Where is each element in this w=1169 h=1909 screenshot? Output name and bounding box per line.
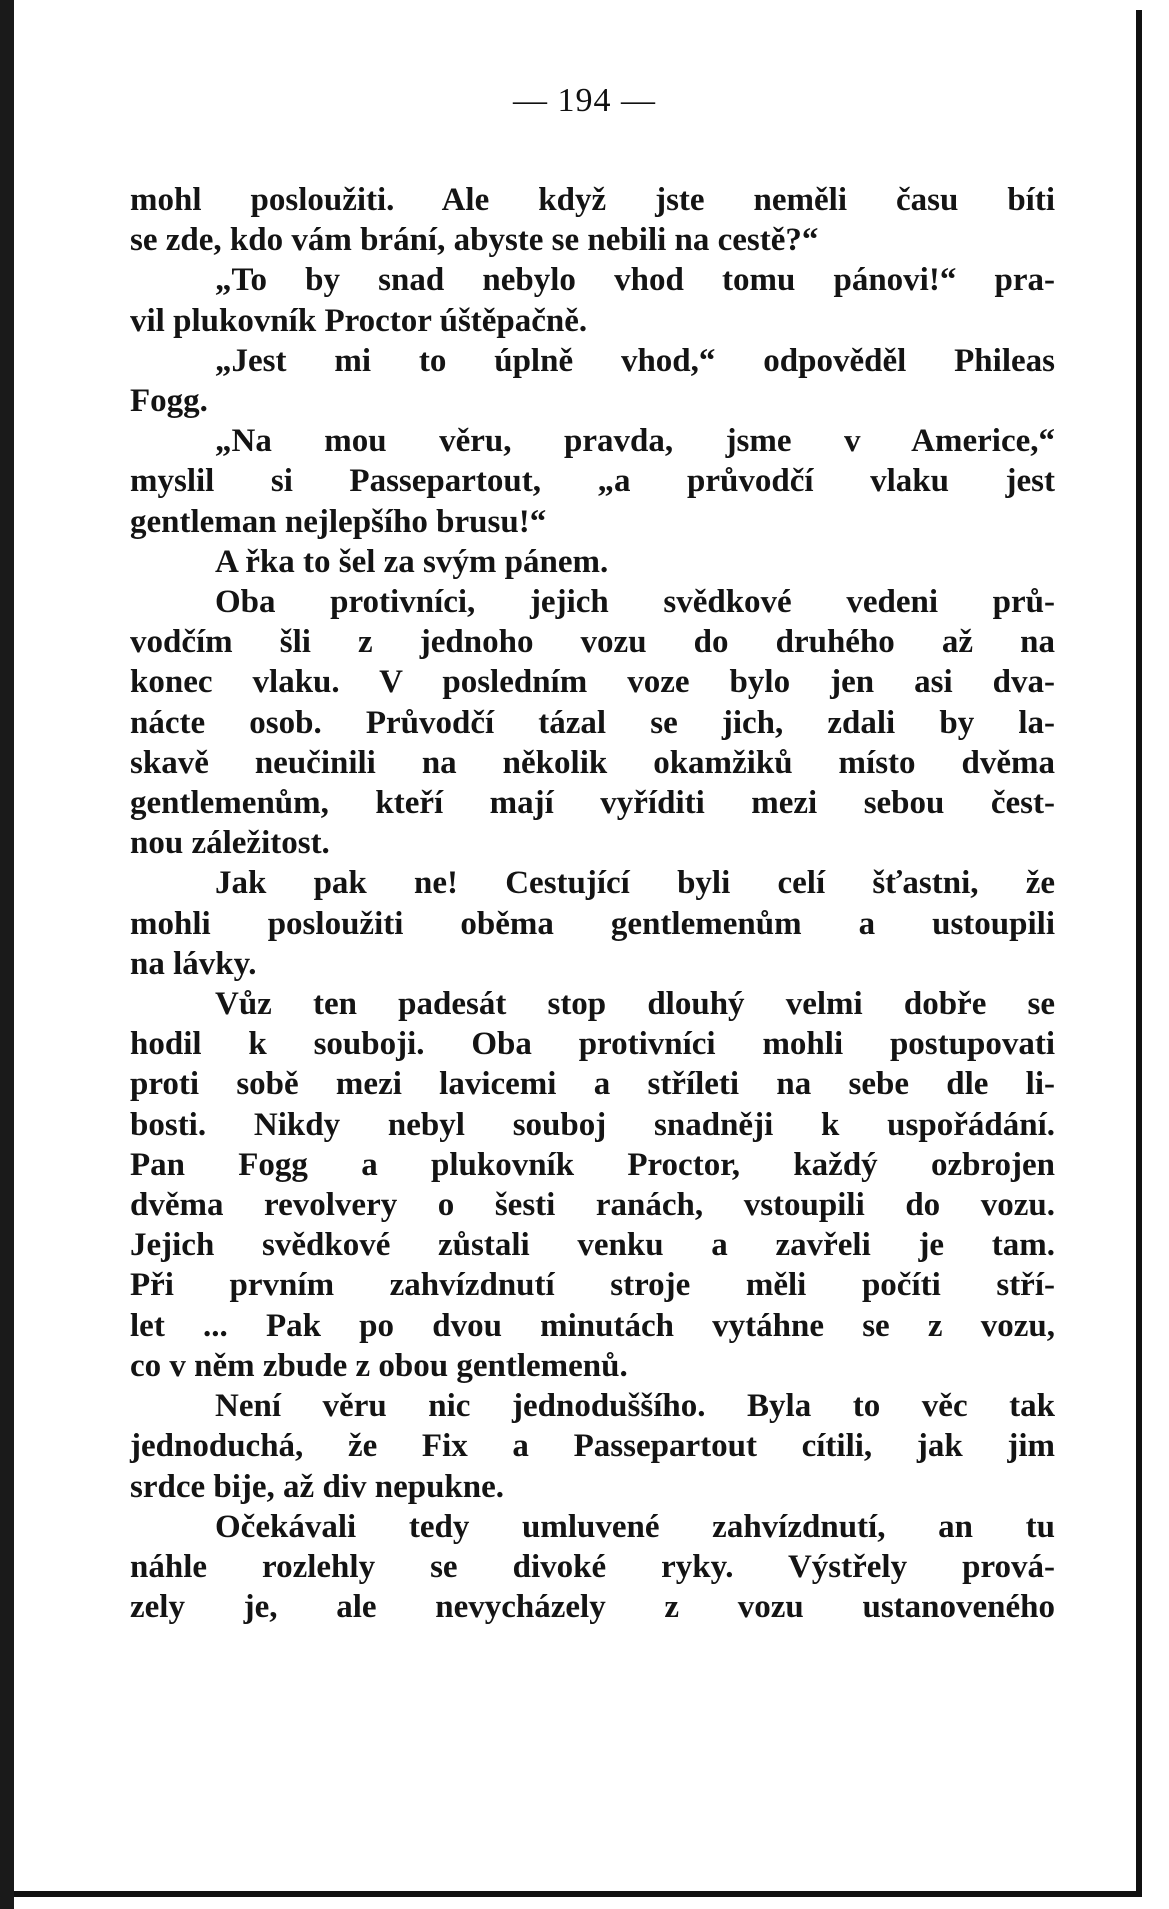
text-line: myslil si Passepartout, „a průvodčí vlaku jest bbox=[130, 463, 1055, 500]
text-line: nácte osob. Průvodčí tázal se jich, zdali by la- bbox=[130, 704, 1055, 741]
page-number: — 194 — bbox=[513, 82, 656, 119]
text-line: konec vlaku. V posledním voze bylo jen asi dva- bbox=[130, 664, 1055, 701]
text-line: let ... Pak po dvou minutách vytáhne se z vozu, bbox=[130, 1307, 1055, 1344]
text-line: A řka to šel za svým pánem. bbox=[215, 543, 609, 580]
text-line: gentlemenům, kteří mají vyříditi mezi sebou čest- bbox=[130, 785, 1055, 822]
text-line: Jejich svědkové zůstali venku a zavřeli je tam. bbox=[130, 1227, 1055, 1264]
text-line: Oba protivníci, jejich svědkové vedeni prů- bbox=[215, 584, 1055, 621]
text-line: mohli posloužiti oběma gentlemenům a ustoupili bbox=[130, 905, 1055, 942]
text-line: srdce bije, až div nepukne. bbox=[130, 1468, 505, 1505]
text-line: Není věru nic jednoduššího. Byla to věc tak bbox=[215, 1388, 1055, 1425]
text-line: Při prvním zahvízdnutí stroje měli počíti stří- bbox=[130, 1267, 1055, 1304]
text-line: se zde, kdo vám brání, abyste se nebili na cestě?“ bbox=[130, 222, 819, 259]
text-line: jednoduchá, že Fix a Passepartout cítili, jak jim bbox=[130, 1428, 1055, 1465]
text-line: proti sobě mezi lavicemi a stříleti na sebe dle li- bbox=[130, 1066, 1055, 1103]
text-line: „Jest mi to úplně vhod,“ odpověděl Phileas bbox=[215, 342, 1055, 379]
text-line: zely je, ale nevycházely z vozu ustanoveného bbox=[130, 1589, 1055, 1626]
text-line: bosti. Nikdy nebyl souboj snadněji k uspořádání. bbox=[130, 1106, 1055, 1143]
text-line: „To by snad nebylo vhod tomu pánovi!“ pra- bbox=[215, 262, 1055, 299]
text-line: dvěma revolvery o šesti ranách, vstoupili do vozu. bbox=[130, 1187, 1055, 1224]
text-line: nou záležitost. bbox=[130, 825, 330, 862]
text-line: náhle rozlehly se divoké ryky. Výstřely prová- bbox=[130, 1548, 1055, 1585]
scan-edge-left bbox=[0, 0, 14, 1909]
text-line: Fogg. bbox=[130, 383, 208, 420]
text-line: hodil k souboji. Oba protivníci mohli postupovati bbox=[130, 1026, 1055, 1063]
text-line: Očekávali tedy umluvené zahvízdnutí, an tu bbox=[215, 1508, 1055, 1545]
text-line: „Na mou věru, pravda, jsme v Americe,“ bbox=[215, 423, 1055, 460]
text-line: Vůz ten padesát stop dlouhý velmi dobře se bbox=[215, 986, 1055, 1023]
text-line: co v něm zbude z obou gentlemenů. bbox=[130, 1347, 628, 1384]
text-line: na lávky. bbox=[130, 945, 257, 982]
text-line: gentleman nejlepšího brusu!“ bbox=[130, 503, 547, 540]
text-line: vil plukovník Proctor úštěpačně. bbox=[130, 302, 588, 339]
text-line: mohl posloužiti. Ale když jste neměli času bíti bbox=[130, 182, 1055, 218]
text-line: vodčím šli z jednoho vozu do druhého až na bbox=[130, 624, 1055, 661]
text-line: Pan Fogg a plukovník Proctor, každý ozbrojen bbox=[130, 1146, 1055, 1183]
text-line: skavě neučinili na několik okamžiků místo dvěma bbox=[130, 744, 1055, 781]
text-line: Jak pak ne! Cestující byli celí šťastni, že bbox=[215, 865, 1055, 902]
body-text bbox=[130, 180, 1055, 1627]
